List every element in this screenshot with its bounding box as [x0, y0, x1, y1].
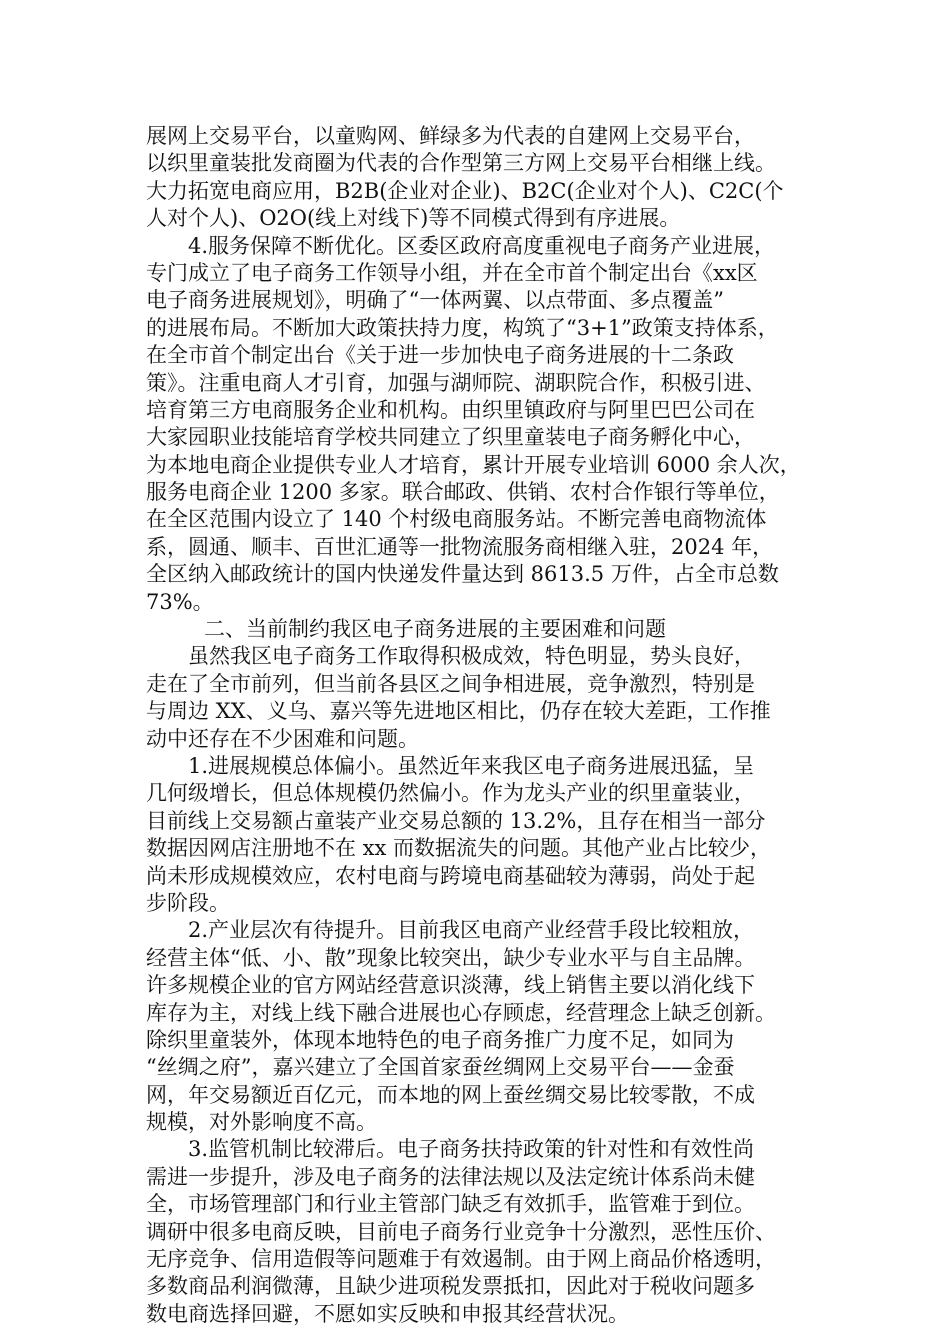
text-line: 经营主体“低、小、散”现象比较突出，缺少专业水平与自主品牌。 [146, 945, 756, 970]
text-line: 库存为主，对线上线下融合进展也心存顾虑，经营理念上缺乏创新。 [146, 1000, 776, 1025]
text-line: 许多规模企业的官方网站经营意识淡薄，线上销售主要以消化线下 [146, 973, 755, 998]
text-line: 1.进展规模总体偏小。虽然近年来我区电子商务进展迅猛，呈 [188, 753, 755, 778]
text-line: 在全市首个制定出台《关于进一步加快电子商务进展的十二条政 [146, 343, 734, 368]
text-line: 无序竞争、信用造假等问题难于有效遏制。由于网上商品价格透明， [146, 1247, 776, 1272]
text-line: 动中还存在不少困难和问题。 [146, 726, 419, 751]
text-line: 需进一步提升，涉及电子商务的法律法规以及法定统计体系尚未健 [146, 1164, 755, 1189]
text-line: “丝绸之府”，嘉兴建立了全国首家蚕丝绸网上交易平台——金蚕 [146, 1055, 735, 1080]
text-line: 在全区范围内设立了 140 个村级电商服务站。不断完善电商物流体 [146, 507, 767, 532]
text-line: 目前线上交易额占童装产业交易总额的 13.2%，且存在相当一部分 [146, 808, 766, 833]
text-line: 数电商选择回避，不愿如实反映和申报其经营状况。 [146, 1301, 629, 1326]
text-line: 除织里童装外，体现本地特色的电子商务推广力度不足，如同为 [146, 1027, 734, 1052]
text-line: 虽然我区电子商务工作取得积极成效，特色明显，势头良好， [188, 644, 755, 669]
text-line: 全区纳入邮政统计的国内快递发件量达到 8613.5 万件，占全市总数 [146, 562, 779, 587]
text-line: 大家园职业技能培育学校共同建立了织里童装电子商务孵化中心， [146, 425, 755, 450]
text-line: 策》。注重电商人才引育，加强与湖师院、湖职院合作，积极引进、 [146, 370, 766, 395]
text-line: 大力拓宽电商应用，B2B(企业对企业)、B2C(企业对个人)、C2C(个 [146, 178, 784, 203]
text-line: 以织里童装批发商圈为代表的合作型第三方网上交易平台相继上线。 [146, 151, 776, 176]
document-body [146, 123, 814, 1328]
text-line: 几何级增长，但总体规模仍然偏小。作为龙头产业的织里童装业， [146, 781, 755, 806]
text-line: 人对个人)、O2O(线上对线下)等不同模式得到有序进展。 [146, 206, 681, 231]
text-line: 调研中很多电商反映，目前电子商务行业竞争十分激烈，恶性压价、 [146, 1219, 776, 1244]
text-line: 系，圆通、顺丰、百世汇通等一批物流服务商相继入驻，2024 年， [146, 534, 774, 559]
text-line: 的进展布局。不断加大政策扶持力度，构筑了“3+1”政策支持体系， [146, 315, 779, 340]
text-line: 与周边 XX、义乌、嘉兴等先进地区相比，仍存在较大差距，工作推 [146, 699, 771, 724]
text-line: 3.监管机制比较滞后。电子商务扶持政策的针对性和有效性尚 [188, 1137, 755, 1162]
text-line: 展网上交易平台，以童购网、鲜绿多为代表的自建网上交易平台， [146, 124, 755, 148]
text-line: 4.服务保障不断优化。区委区政府高度重视电子商务产业进展， [188, 233, 776, 258]
text-line: 电子商务进展规划》，明确了“一体两翼、以点带面、多点覆盖” [146, 288, 724, 313]
text-line: 2.产业层次有待提升。目前我区电商产业经营手段比较粗放， [188, 918, 755, 943]
section-heading: 二、当前制约我区电子商务进展的主要困难和问题 [204, 617, 666, 642]
text-line: 数据因网店注册地不在 xx 而数据流失的问题。其他产业占比较少， [146, 836, 772, 861]
text-line: 走在了全市前列，但当前各县区之间争相进展，竞争激烈，特别是 [146, 671, 755, 696]
text-line: 全，市场管理部门和行业主管部门缺乏有效抓手，监管难于到位。 [146, 1192, 755, 1217]
text-line: 专门成立了电子商务工作领导小组，并在全市首个制定出台《xx区 [146, 260, 758, 285]
text-line: 步阶段。 [146, 890, 230, 915]
text-line: 网，年交易额近百亿元，而本地的网上蚕丝绸交易比较零散，不成 [146, 1082, 755, 1107]
text-line: 规模，对外影响度不高。 [146, 1110, 377, 1135]
text-line: 培育第三方电商服务企业和机构。由织里镇政府与阿里巴巴公司在 [146, 397, 755, 422]
text-line: 为本地电商企业提供专业人才培育，累计开展专业培训 6000 余人次， [146, 452, 801, 477]
text-line: 多数商品利润微薄，且缺少进项税发票抵扣，因此对于税收问题多 [146, 1274, 755, 1299]
text-line: 73%。 [146, 589, 214, 614]
text-line: 服务电商企业 1200 多家。联合邮政、供销、农村合作银行等单位， [146, 480, 780, 505]
text-line: 尚未形成规模效应，农村电商与跨境电商基础较为薄弱，尚处于起 [146, 863, 755, 888]
